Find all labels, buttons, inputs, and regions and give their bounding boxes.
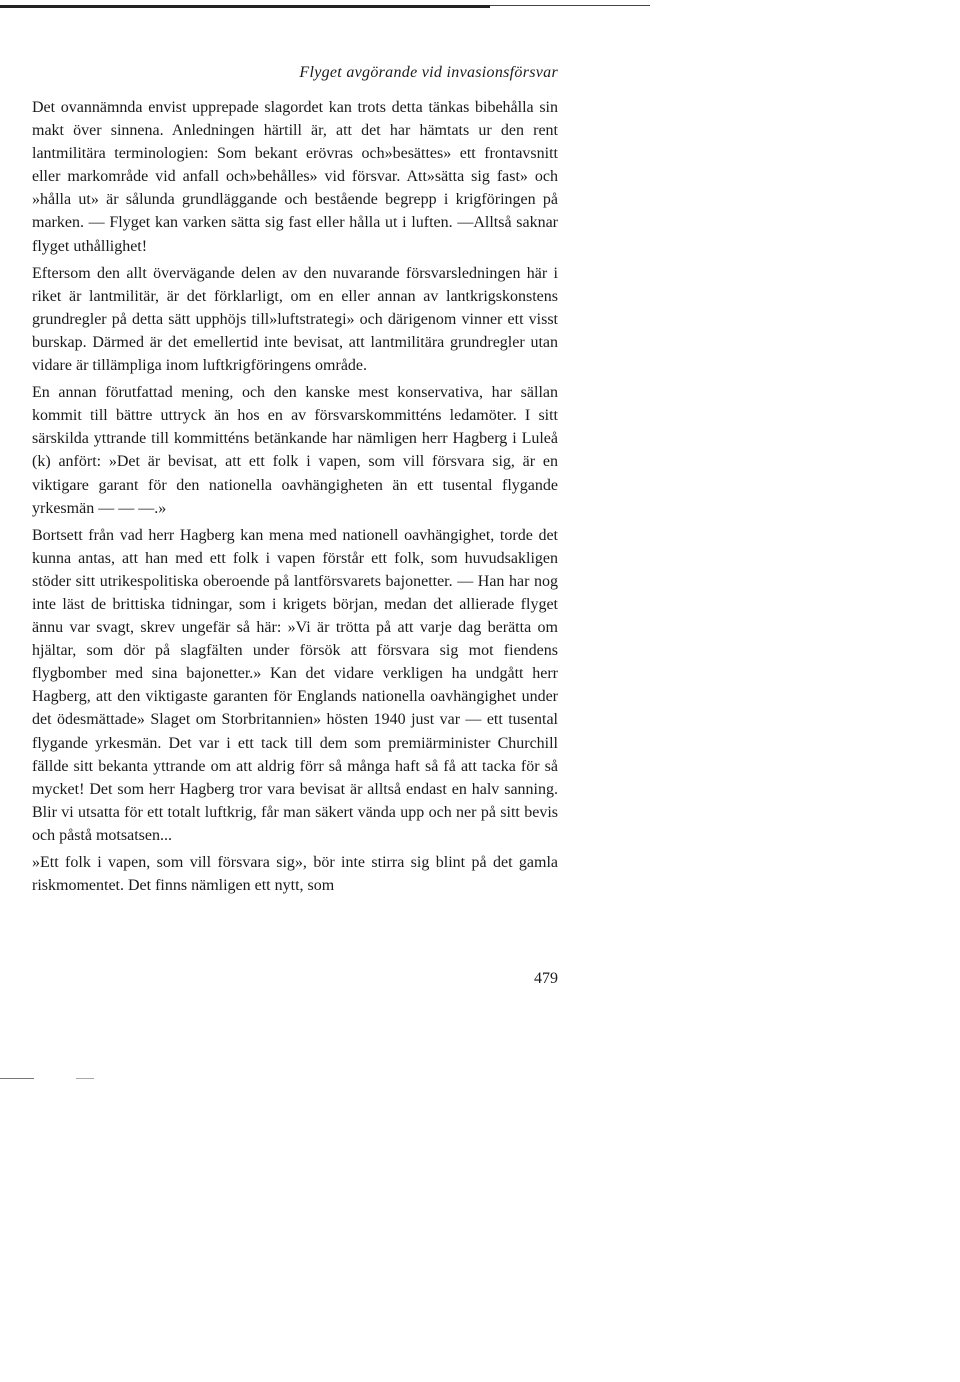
running-header: Flyget avgörande vid invasionsförsvar: [299, 64, 558, 81]
scan-mark: [76, 1078, 94, 1079]
top-rule: [0, 5, 490, 8]
paragraph-2: Eftersom den allt övervägande delen av den nuvarande försvarsledningen här i riket är lantmilitär, är det förklarligt, om en eller annan av lantkrigskonstens grundregler på detta sätt upphöjs till»luftstrategi» och därigenom vinner ett visst burskap. Därmed är det emellertid inte bevisat, att lantmilitära grundregler utan vidare är tillämpliga inom luftkrigföringens område.: [32, 264, 558, 375]
paragraph-4: Bortsett från vad herr Hagberg kan mena med nationell oavhängighet, torde det kunna antas, att han med ett folk i vapen förstår ett folk, som huvudsakligen stöder sitt utrikespolitiska oberoende på lantförsvarets bajonetter. — Han har nog inte läst de brittiska tidningar, som i krigets början, medan det allierade flyget ännu var svagt, skrev ungefär så här: »Vi är trötta på att varje dag berätta om hjältar, som dör på slagfälten under försök att försvara sig mot fiendens flygbomber med sina bajonetter.» Kan det vidare verkligen ha undgått herr Hagberg, att den viktigaste garanten för Englands nationella oavhängighet under det ödesmättade» Slaget om Storbritannien» hösten 1940 just var — ett tusental flygande yrkesmän. Det var i ett tack till dem som premiärminister Churchill fällde sitt bekanta yttrande om att aldrig förr så många haft så få att tacka för så mycket! Det som herr Hagberg tror vara bevisat är alltså endast en halv sanning. Blir vi utsatta för ett totalt luftkrig, får man säkert vända upp och ner på sitt bevis och påstå motsatsen...: [32, 526, 558, 844]
paragraph-5: »Ett folk i vapen, som vill försvara sig», bör inte stirra sig blint på det gamla riskmomentet. Det finns nämligen ett nytt, som: [32, 854, 558, 895]
page-number: 479: [534, 970, 558, 987]
top-rule-thin: [490, 5, 650, 6]
scan-mark: [0, 1078, 34, 1079]
body-text: [32, 96, 558, 897]
paragraph-3: En annan förutfattad mening, och den kanske mest konservativa, har sällan kommit till bättre uttryck än hos en av försvarskommitténs ledamöter. I sitt särskilda yttrande till kommitténs betänkande har nämligen herr Hagberg i Luleå (k) anfört: »Det är bevisat, att ett folk i vapen, som vill försvara sig, är en viktigare garant för den nationella oavhängigheten än ett tusental flygande yrkesmän — — —.»: [32, 384, 558, 517]
paragraph-1: Det ovannämnda envist upprepade slagordet kan trots detta tänkas bibehålla sin makt över sinnena. Anledningen härtill är, att det har hämtats ur den rent lantmilitära terminologien: Som bekant erövras och»besättes» ett frontavsnitt eller markområde vid anfall och»behålles» vid försvar. Att»sätta sig fast» och »hålla ut» är sålunda grundläggande och bestående begrepp i krigföringen på marken. — Flyget kan varken sätta sig fast eller hålla ut i luften. —Alltså saknar flyget uthållighet!: [32, 99, 558, 255]
